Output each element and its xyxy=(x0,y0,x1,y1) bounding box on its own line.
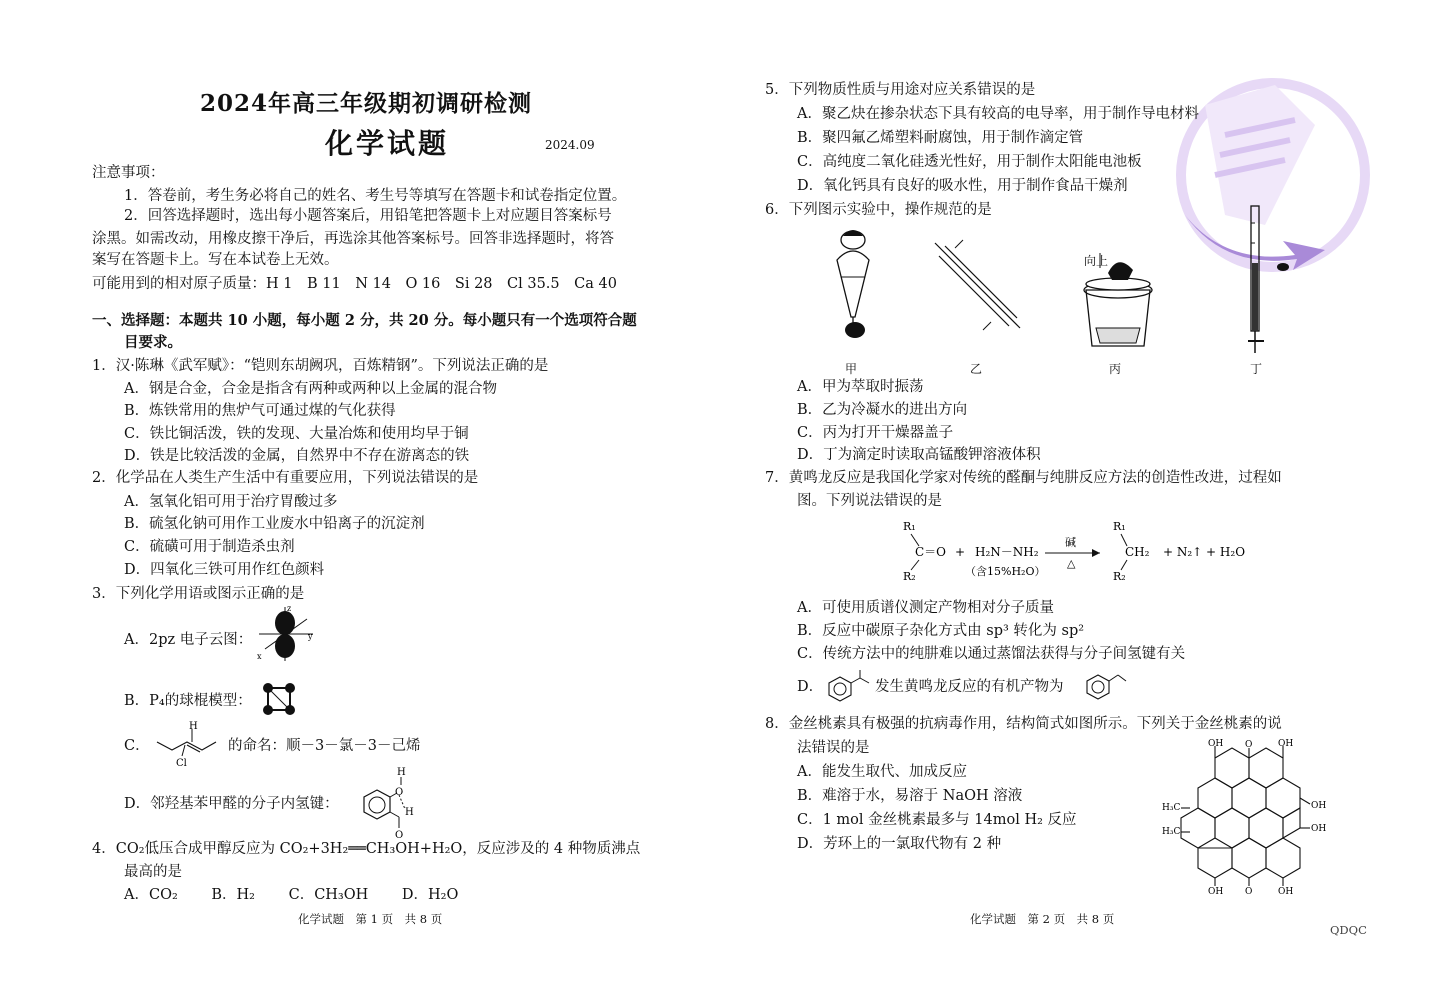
q2-option-d: D．四氧化三铁可用作红色颜料 xyxy=(124,562,325,578)
svg-text:Cl: Cl xyxy=(176,758,187,768)
q1-stem: 1．汉·陈琳《武军赋》：“铠则东胡阙巩，百炼精钢”。下列说法正确的是 xyxy=(92,358,549,374)
svg-text:OH: OH xyxy=(1278,887,1294,896)
q8-option-c: C．1 mol 金丝桃素最多与 14mol H₂ 反应 xyxy=(797,812,1077,828)
q6-option-c: C．丙为打开干燥器盖子 xyxy=(797,425,954,441)
notice-line-2c: 案写在答题卡上。写在本试卷上无效。 xyxy=(92,252,339,268)
q3-option-a: A．2pz 电子云图： xyxy=(124,632,253,648)
svg-text:+ N₂↑ + H₂O: + N₂↑ + H₂O xyxy=(1163,545,1245,559)
svg-text:O: O xyxy=(395,830,404,840)
page-footer-2: 化学试题 第 2 页 共 8 页 xyxy=(970,912,1115,926)
q3-option-b: B．P₄的球棍模型： xyxy=(124,693,252,709)
q8-option-d: D．芳环上的一氯取代物有 2 种 xyxy=(797,836,1002,852)
q7-stem: 7．黄鸣龙反应是我国化学家对传统的醛酮与纯肼反应方法的创造性改进，过程如 xyxy=(765,470,1282,486)
salicylaldehyde-structure xyxy=(355,765,420,840)
svg-text:OH: OH xyxy=(1208,887,1224,896)
svg-text:R₁: R₁ xyxy=(903,520,916,533)
section-heading: 一、选择题：本题共 10 小题，每小题 2 分，共 20 分。每小题只有一个选项符合题 xyxy=(92,312,637,329)
svg-text:（含15%H₂O）: （含15%H₂O） xyxy=(965,565,1046,578)
svg-text:H₃C: H₃C xyxy=(1162,827,1181,837)
q8-stem-cont: 法错误的是 xyxy=(797,740,870,756)
q1-option-b: B．炼铁常用的焦炉气可通过煤的气化获得 xyxy=(124,403,396,419)
svg-text:y: y xyxy=(308,632,313,641)
q1-option-c: C．铁比铜活泼，铁的发现、大量冶炼和使用均早于铜 xyxy=(124,426,469,442)
svg-text:H: H xyxy=(397,767,406,778)
page-code: QDQC xyxy=(1330,923,1367,937)
q2-option-c: C．硫磺可用于制造杀虫剂 xyxy=(124,539,295,555)
q3-option-c-prefix: C． xyxy=(124,738,150,754)
svg-text:O: O xyxy=(395,787,404,798)
fig-label-yi: 乙 xyxy=(970,362,983,376)
q5-option-a: A．聚乙炔在掺杂状态下具有较高的电导率，用于制作导电材料 xyxy=(797,106,1199,122)
q6-option-d: D．丁为滴定时读取高锰酸钾溶液体积 xyxy=(797,447,1041,463)
svg-text:O: O xyxy=(1245,887,1253,896)
q7-option-d-text: 发生黄鸣龙反应的有机产物为 xyxy=(875,679,1064,695)
svg-text:OH: OH xyxy=(1311,824,1327,834)
svg-text:H: H xyxy=(189,721,198,732)
q4-stem-cont: 最高的是 xyxy=(124,864,182,880)
notice-heading: 注意事项： xyxy=(92,165,165,181)
q8-option-b: B．难溶于水，易溶于 NaOH 溶液 xyxy=(797,788,1023,804)
q2-stem: 2．化学品在人类生产生活中有重要应用，下列说法错误的是 xyxy=(92,470,479,486)
condenser-figure xyxy=(925,238,1025,338)
huang-minlon-reaction xyxy=(895,518,1245,588)
svg-text:C＝O: C＝O xyxy=(915,545,947,559)
q7-option-b: B．反应中碳原子杂化方式由 sp³ 转化为 sp² xyxy=(797,623,1085,639)
svg-text:R₂: R₂ xyxy=(1113,570,1126,583)
q4-options: A．CO₂ B．H₂ C．CH₃OH D．H₂O xyxy=(124,887,459,903)
fig-label-jia: 甲 xyxy=(845,362,858,376)
separatory-funnel-figure xyxy=(825,222,880,357)
svg-text:R₂: R₂ xyxy=(903,570,916,583)
svg-text:H₃C: H₃C xyxy=(1162,803,1181,813)
subject-title: 化学试题 xyxy=(325,127,450,160)
hypericin-structure xyxy=(1160,736,1335,896)
svg-text:x: x xyxy=(257,652,262,661)
exam-title: 2024年高三年级期初调研检测 xyxy=(200,90,533,117)
notice-line-2a: 2．回答选择题时，选出每小题答案后，用铅笔把答题卡上对应题目答案标号 xyxy=(124,208,612,224)
q2-option-a: A．氢氧化铝可用于治疗胃酸过多 xyxy=(124,494,338,510)
q6-option-b: B．乙为冷凝水的进出方向 xyxy=(797,402,968,418)
svg-text:OH: OH xyxy=(1208,739,1224,749)
q6-option-a: A．甲为萃取时振荡 xyxy=(797,379,924,395)
q5-stem: 5．下列物质性质与用途对应关系错误的是 xyxy=(765,82,1036,98)
notice-line-1: 1．答卷前，考生务必将自己的姓名、考生号等填写在答题卡和试卷指定位置。 xyxy=(124,188,627,204)
up-label: 向上 xyxy=(1084,254,1109,268)
ethylbenzene-structure xyxy=(1084,670,1129,702)
svg-text:H: H xyxy=(405,807,414,818)
q3-option-c-text: 的命名：顺－3－氯－3－己烯 xyxy=(228,738,421,754)
q8-option-a: A．能发生取代、加成反应 xyxy=(797,764,967,780)
p4-ball-stick-model xyxy=(260,680,298,718)
burette-figure xyxy=(1238,203,1293,358)
q8-stem: 8．金丝桃素具有极强的抗病毒作用，结构简式如图所示。下列关于金丝桃素的说 xyxy=(765,716,1282,732)
q7-option-d-prefix: D． xyxy=(797,679,824,695)
page-footer-1: 化学试题 第 1 页 共 8 页 xyxy=(298,912,443,926)
fig-label-bing: 丙 xyxy=(1109,362,1122,376)
orbital-2pz-diagram xyxy=(255,603,320,663)
notice-line-2b: 涂黑。如需改动，用橡皮擦干净后，再选涂其他答案标号。回答非选择题时，将答 xyxy=(92,231,614,247)
acetophenone-structure xyxy=(826,668,871,703)
svg-text:碱: 碱 xyxy=(1065,536,1076,549)
q3-stem: 3．下列化学用语或图示正确的是 xyxy=(92,586,305,602)
svg-text:z: z xyxy=(287,604,292,613)
q6-stem: 6．下列图示实验中，操作规范的是 xyxy=(765,202,992,218)
q5-option-c: C．高纯度二氧化硅透光性好，用于制作太阳能电池板 xyxy=(797,154,1142,170)
q1-option-a: A．钢是合金，合金是指含有两种或两种以上金属的混合物 xyxy=(124,381,497,397)
svg-text:OH: OH xyxy=(1311,801,1327,811)
q7-option-a: A．可使用质谱仪测定产物相对分子质量 xyxy=(797,600,1054,616)
svg-text:CH₂: CH₂ xyxy=(1125,545,1150,559)
fig-label-ding: 丁 xyxy=(1250,362,1263,376)
svg-text:H₂N－NH₂: H₂N－NH₂ xyxy=(975,545,1039,559)
exam-date: 2024.09 xyxy=(545,138,595,152)
q3-option-d: D．邻羟基苯甲醛的分子内氢键： xyxy=(124,796,339,812)
q5-option-d: D．氧化钙具有良好的吸水性，用于制作食品干燥剂 xyxy=(797,178,1128,194)
hexene-structure xyxy=(152,718,227,768)
section-heading-cont: 目要求。 xyxy=(124,334,182,351)
atomic-masses: 可能用到的相对原子质量：H 1 B 11 N 14 O 16 Si 28 Cl 35.5 Ca 40 xyxy=(92,276,617,292)
svg-text:+: + xyxy=(955,545,966,559)
q7-option-c: C．传统方法中的纯肼难以通过蒸馏法获得与分子间氢键有关 xyxy=(797,646,1186,662)
q1-option-d: D．铁是比较活泼的金属，自然界中不存在游离态的铁 xyxy=(124,448,470,464)
q4-stem: 4．CO₂低压合成甲醇反应为 CO₂+3H₂══CH₃OH+H₂O，反应涉及的 4 种物质沸点 xyxy=(92,841,641,857)
svg-text:OH: OH xyxy=(1278,739,1294,749)
svg-text:O: O xyxy=(1245,740,1253,750)
svg-text:R₁: R₁ xyxy=(1113,520,1126,533)
q2-option-b: B．硫氢化钠可用作工业废水中铅离子的沉淀剂 xyxy=(124,516,425,532)
svg-text:△: △ xyxy=(1067,557,1076,570)
q5-option-b: B．聚四氟乙烯塑料耐腐蚀，用于制作滴定管 xyxy=(797,130,1084,146)
q7-stem-cont: 图。下列说法错误的是 xyxy=(797,493,942,509)
